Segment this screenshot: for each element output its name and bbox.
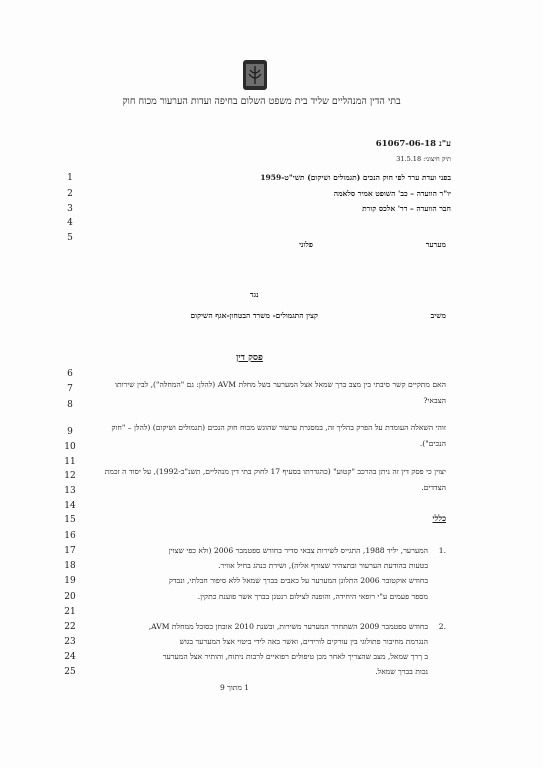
panel-statute: בפני ועדת ערר לפי חוק הנכים (תגמולים ושיקום) תשי"ט-1959 <box>260 173 451 182</box>
line-number: 1 <box>67 173 73 183</box>
line-number: 13 <box>64 486 76 496</box>
line-number: 20 <box>64 592 76 602</box>
line-number: 25 <box>64 667 76 677</box>
section-heading-general: כללי <box>432 513 446 523</box>
case-number: ע"נ 61067-06-18 <box>375 139 451 149</box>
line-number: 16 <box>64 531 76 541</box>
line-number: 22 <box>64 622 76 632</box>
line-number: 5 <box>67 233 73 243</box>
line-number: 6 <box>67 369 73 379</box>
line-number: 24 <box>64 652 76 662</box>
state-emblem-icon <box>240 58 270 92</box>
item-number: 1. <box>438 546 446 555</box>
item-line: נכות בברך שמאל. <box>375 667 428 676</box>
page-footer: 1 מתוך 9 <box>220 683 249 692</box>
paragraph-question: האם מתקיים קשר סיבתי בין מצב ברך שמאל אצל המערער בשל מחלת AVM (להלן: גם "המחלה"), לבין שירותו הצבאי? <box>115 380 446 405</box>
panel-chair: יו"ר הוועדה – כב' השופט אמיר סלאמה <box>333 189 451 198</box>
line-number: 8 <box>67 400 73 410</box>
line-number: 14 <box>64 501 76 511</box>
paragraph-context: זוהי השאלה העומדת על הפרק בהליך זה, במסגרת ערעור שהוגש מכוח חוק הנכים (תגמולים ושיקום) (להלן – "חוק הנכים"). <box>111 423 446 448</box>
paragraph-panel-note: יצוין כי פסק דין זה ניתן בהרכב "קטוע" (כהגדרתו בסעיף 17 לחוק בתי דין מנהליים, תשנ"ב-1992), על יסוד ה זכמת הצדדים. <box>104 467 446 492</box>
item-line: בחודש ספטמבר 2009 השתחרר המערער משירות, ובשנת 2010 אובחן כסובל ממחלת AVM, <box>148 622 428 631</box>
line-number: 12 <box>64 471 76 481</box>
versus-label: נגד <box>250 290 259 299</box>
line-number: 19 <box>64 576 76 586</box>
line-number: 11 <box>64 457 76 467</box>
line-number: 2 <box>67 189 73 199</box>
line-number: 7 <box>67 384 73 394</box>
item-line: ב ךרך שמאל, מצב שהצריך לאחר מכן טיפולים רפואיים לרבות ניתוח, והותיר אצל המערער <box>162 652 428 661</box>
item-line: הנגרמת מחיבור פתולוגי בין עורקים לורידים, ואשר באה לידי ביטוי אצל המערער בגוש <box>179 637 428 646</box>
line-number: 18 <box>64 561 76 571</box>
item-line: בחודש אוקטובר 2006 התלונן המערער על כאבים בברך שמאל ללא סיפור חבלתי, ונבדק <box>168 576 428 585</box>
line-number: 21 <box>64 607 76 617</box>
line-number: 3 <box>67 204 73 214</box>
item-line: מספר פעמים ע"י רופאי היחידה, והופנה לצילום רנטגן בברך אשר פוענח כתקין. <box>197 592 428 601</box>
line-number: 23 <box>64 637 76 647</box>
item-line: המערער, יליד 1988, התגייס לשירות צבאי סדיר בחודש ספטמבר 2006 (ולא כפי שצוין <box>168 546 428 555</box>
respondent-role: משיב <box>430 311 446 320</box>
line-number: 10 <box>64 442 76 452</box>
respondent-name: קצין התגמולים- משרד הבטחון-אגף השיקום <box>190 311 318 320</box>
judgment-title: פסק דין <box>236 353 263 363</box>
line-number: 4 <box>67 218 73 228</box>
appellant-name: פלוני <box>299 240 313 249</box>
line-number: 15 <box>64 515 76 525</box>
appellant-role: מערער <box>425 240 446 249</box>
filed-date: תיק חיצוני: 31.5.18 <box>396 155 451 163</box>
line-number: 9 <box>67 427 73 437</box>
court-name: בתי הדין המנהליים שליד בית משפט השלום בחיפה ועדות הערעור מכוח חוק <box>122 96 401 107</box>
panel-member: חבר הוועדה – דר' אלכס קורת <box>362 204 451 213</box>
item-number: 2. <box>438 622 446 631</box>
item-line: בטעות בהודעת הערעור ובתצהיר שצורף אליה), ושירת כנהג בחיל אוויר. <box>218 561 428 570</box>
line-number: 17 <box>64 546 76 556</box>
